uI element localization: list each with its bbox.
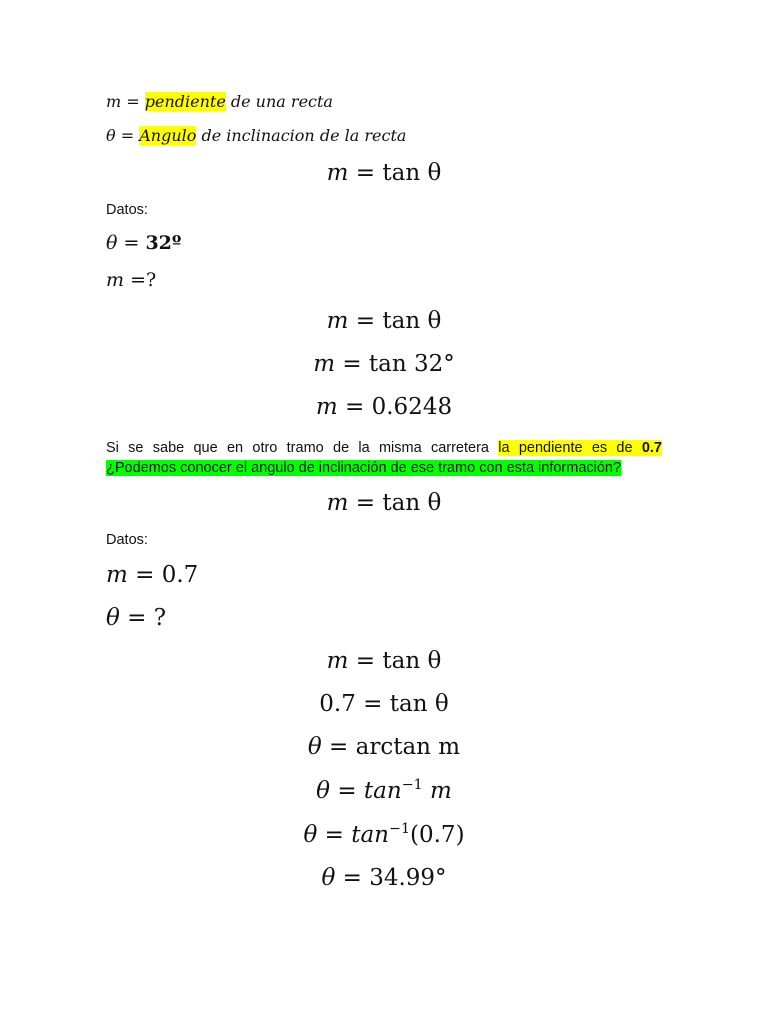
step-rhs-tail: m — [422, 778, 452, 804]
step-rhs-base: tan — [363, 778, 402, 804]
question-highlight-text: la pendiente es de — [498, 440, 642, 456]
step-lhs: 0.7 — [319, 691, 356, 717]
var-theta: θ — [106, 126, 116, 145]
given-var: θ — [106, 232, 118, 254]
step2-2 — [0, 691, 768, 717]
unknown-var: m — [106, 269, 125, 291]
datos-label-1: Datos: — [106, 202, 148, 218]
step1-3 — [0, 394, 768, 420]
step-eq: = — [348, 648, 383, 674]
question-paragraph — [106, 438, 662, 478]
given-eq: = — [117, 232, 146, 254]
step-rhs: tan 32° — [368, 351, 455, 377]
definition-angle — [106, 126, 406, 145]
question-highlight-green: ¿Podemos conocer el angulo de inclinación de ese tramo con esta información? — [106, 460, 622, 476]
step-eq: = — [337, 394, 372, 420]
step2-4 — [0, 778, 768, 804]
var-m: m — [106, 92, 122, 111]
step-rhs: 0.6248 — [371, 394, 453, 420]
step-rhs-tail: (0.7) — [410, 822, 465, 848]
unknown-var: θ — [106, 605, 120, 631]
step1-2 — [0, 351, 768, 377]
unknown-theta — [106, 605, 166, 631]
step-rhs-base: tan — [351, 822, 389, 848]
step-eq: = — [355, 691, 390, 717]
highlight-angulo: Angulo — [139, 126, 197, 145]
step-lhs: m — [326, 308, 349, 334]
step-eq: = — [317, 822, 352, 848]
step-lhs: m — [326, 648, 349, 674]
question-value: 0.7 — [641, 440, 662, 456]
given-value: 0.7 — [161, 562, 199, 588]
main-formula — [0, 160, 768, 186]
datos-label-2: Datos: — [106, 532, 148, 548]
step-rhs: tan θ — [382, 308, 442, 334]
step-lhs: m — [313, 351, 336, 377]
unknown-value: ? — [153, 605, 167, 631]
given-eq: = — [127, 562, 162, 588]
equals-sign: = — [115, 126, 140, 145]
step-rhs: 34.99° — [369, 865, 447, 891]
step-rhs: arctan m — [355, 734, 461, 760]
step-lhs: θ — [303, 822, 318, 848]
given-var: m — [106, 562, 128, 588]
step-rhs-superscript: −1 — [389, 821, 411, 838]
step-rhs: tan θ — [389, 691, 449, 717]
given-theta — [106, 232, 181, 254]
step-lhs: m — [315, 394, 338, 420]
formula-lhs: m — [326, 490, 349, 516]
step2-6 — [0, 865, 768, 891]
formula-lhs: m — [326, 160, 349, 186]
formula-rhs: tan θ — [382, 160, 442, 186]
step-eq: = — [335, 865, 370, 891]
formula-eq: = — [348, 160, 383, 186]
given-value: 32º — [145, 232, 182, 254]
step2-3 — [0, 734, 768, 760]
given-m — [106, 562, 198, 588]
formula-eq: = — [348, 490, 383, 516]
question-highlight-yellow — [498, 440, 662, 456]
unknown-value: ? — [146, 269, 157, 291]
step1-1 — [0, 308, 768, 334]
unknown-m — [106, 269, 156, 291]
definition-angle-text: de inclinacion de la recta — [196, 126, 407, 145]
formula-repeat — [0, 490, 768, 516]
step-lhs: θ — [321, 865, 336, 891]
unknown-eq: = — [119, 605, 154, 631]
step-rhs: tan θ — [382, 648, 442, 674]
step-eq: = — [330, 778, 364, 804]
definition-slope — [106, 92, 333, 111]
formula-rhs: tan θ — [382, 490, 442, 516]
definition-slope-text: de una recta — [225, 92, 333, 111]
equals-sign: = — [121, 92, 145, 111]
step-lhs: θ — [307, 734, 322, 760]
question-plain: Si se sabe que en otro tramo de la misma carretera — [106, 440, 499, 456]
step2-1 — [0, 648, 768, 674]
step2-5 — [0, 822, 768, 848]
step-rhs-superscript: −1 — [401, 777, 423, 794]
highlight-pendiente: pendiente — [144, 92, 226, 111]
step-eq: = — [335, 351, 369, 377]
unknown-eq: = — [124, 269, 146, 291]
step-eq: = — [348, 308, 383, 334]
step-lhs: θ — [316, 778, 331, 804]
step-eq: = — [321, 734, 356, 760]
